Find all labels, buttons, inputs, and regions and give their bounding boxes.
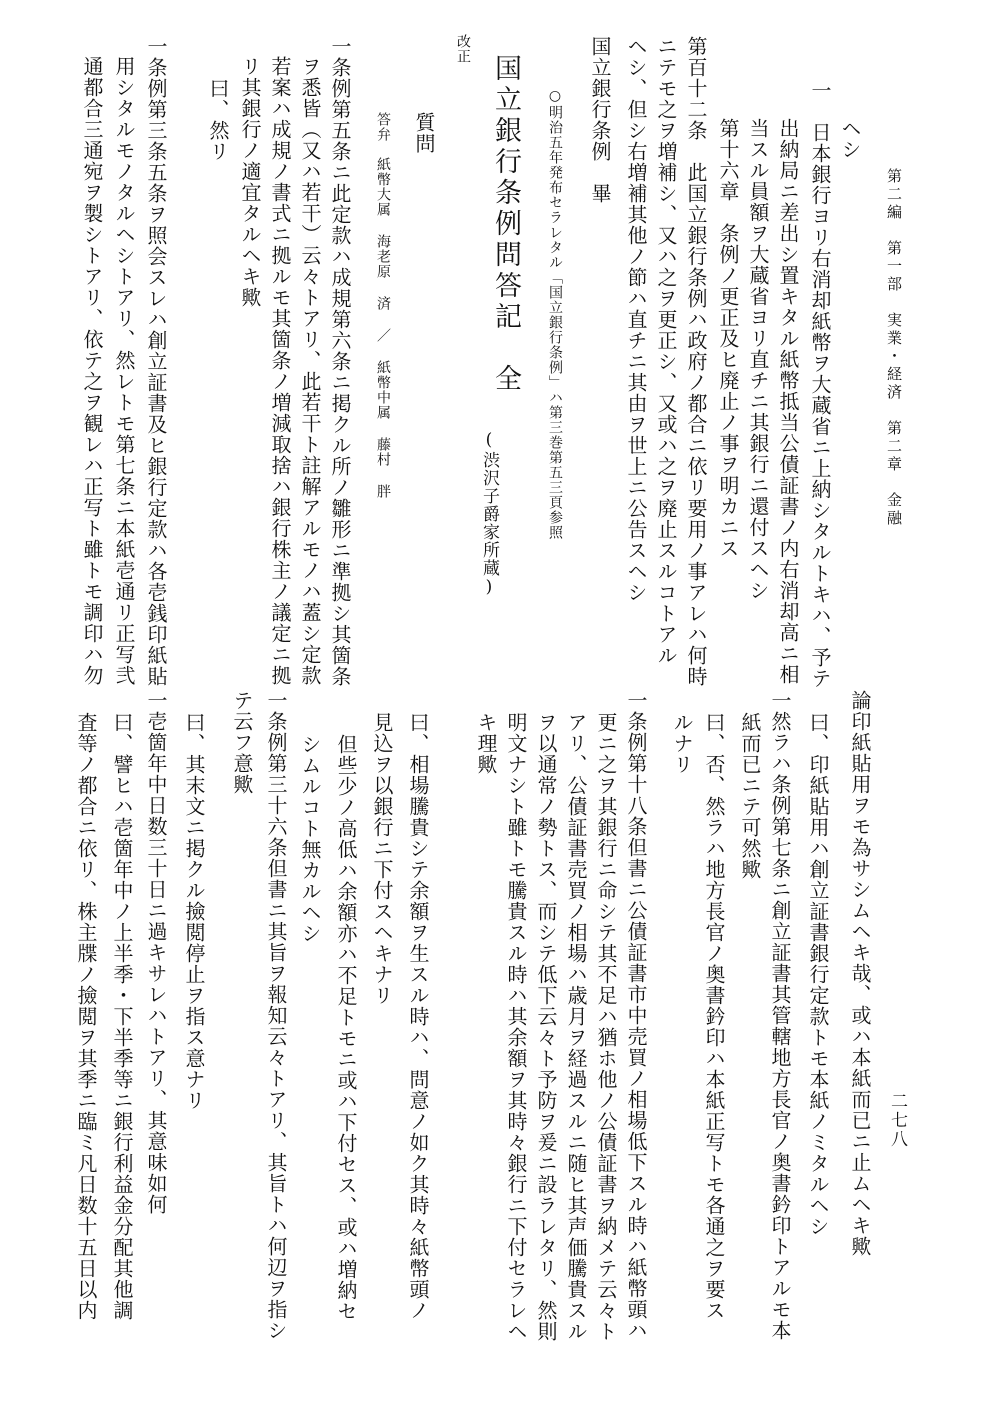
text-column: 紙而已ニテ可然歟 — [738, 712, 762, 880]
source-note: (渋沢子爵家所蔵) — [479, 430, 499, 598]
text-column: テ云フ意歟 — [230, 690, 254, 795]
text-column: 一条例第五条ニ此定款ハ成規第六条ニ掲クル所ノ雛形ニ準拠シ其箇条 — [328, 36, 352, 687]
text-column: 用シタルモノタルヘシトアリ、然レトモ第七条ニ本紙壱通リ正写弐 — [112, 56, 136, 686]
text-column: 通都合三通宛ヲ製シトアリ、依テ之ヲ観レハ正写ト雖トモ調印ハ勿 — [80, 56, 104, 686]
answerer-line: 答弁 紙幣大属 海老原 済 ／ 紙幣中属 藤村 胖 — [375, 112, 391, 499]
text-column: 一条例第十八条但書ニ公債証書市中売買ノ相場低下スル時ハ紙幣頭ハ — [624, 690, 648, 1341]
text-column: 若案ハ成規ノ書式ニ拠ルモ其箇条ノ増減取捨ハ銀行株主ノ議定ニ拠 — [268, 56, 292, 686]
title-prefix: 改正 — [455, 34, 471, 64]
text-column: 但些少ノ高低ハ余額亦ハ不足トモニ或ハ下付セス、或ハ増納セ — [334, 734, 358, 1322]
text-column: アリ、公債証書売買ノ相場ハ歳月ヲ経過スルニ随ヒ其声価騰貴スル — [564, 712, 588, 1342]
text-column: 明文ナシト雖トモ騰貴スル時ハ其余額ヲ其時々銀行ニ下付セラレヘ — [504, 712, 528, 1342]
text-column: 一条例第三条五条ヲ照会スレハ創立証書及ヒ銀行定款ハ各壱銭印紙貼 — [144, 36, 168, 687]
text-column: 第百十二条 此国立銀行条例ハ政府ノ都合ニ依リ要用ノ事アレハ何時 — [684, 36, 708, 687]
text-column: 見込ヲ以銀行ニ下付スヘキナリ — [370, 712, 394, 1006]
question-label: 質問 — [412, 112, 436, 154]
text-column: 更ニ之ヲ其銀行ニ命シテ其不足ハ猶ホ他ノ公債証書ヲ納メテ云々ト — [594, 712, 618, 1342]
text-column: ヘシ、但シ右増補其他ノ節ハ直チニ其由ヲ世上ニ公告スヘシ — [624, 36, 648, 603]
text-column: 曰、否、然ラハ地方長官ノ奥書鈐印ハ本紙正写トモ各通之ヲ要ス — [702, 712, 726, 1321]
text-column: 国立銀行条例 畢 — [588, 36, 612, 204]
text-column: 曰、譬ヒハ壱箇年中ノ上半季・下半季等ニ銀行利益金分配其他調 — [110, 712, 134, 1321]
text-column: 査等ノ都合ニ依リ、株主牒ノ撿閲ヲ其季ニ臨ミ凡日数十五日以内 — [74, 712, 98, 1321]
text-column: 曰、然リ — [206, 78, 230, 162]
text-column: ヲ以通常ノ勢トス、而シテ低下云々ト予防ヲ爰ニ設ラレタリ、然則 — [534, 712, 558, 1342]
document-title: 国立銀行条例問答記 全 — [490, 54, 521, 395]
chapter-heading: 第十六章 条例ノ更正及ヒ廃止ノ事ヲ明カニス — [716, 118, 740, 559]
text-column: 曰、相場騰貴シテ余額ヲ生スル時ハ、問意ノ如ク其時々紙幣頭ノ — [406, 712, 430, 1321]
text-column: ニテモ之ヲ増補シ、又ハ之ヲ更正シ、又或ハ之ヲ廃止スルコトアル — [654, 36, 678, 666]
text-column: ヲ悉皆（又ハ若干）云々トアリ、此若干ト註解アルモノハ蓋シ定款 — [298, 56, 322, 686]
text-column: シムルコト無カルヘシ — [298, 734, 322, 944]
page-number: 二七八 — [887, 1092, 907, 1149]
text-column: 一条例第三十六条但書ニ其旨ヲ報知云々トアリ、其旨トハ何辺ヲ指シ — [264, 690, 288, 1341]
text-column: 論印紙貼用ヲモ為サシムヘキ哉、或ハ本紙而已ニ止ムヘキ歟 — [848, 690, 872, 1257]
text-column: 曰、其末文ニ掲クル撿閲停止ヲ指ス意ナリ — [182, 712, 206, 1111]
text-column: 曰、印紙貼用ハ創立証書銀行定款トモ本紙ノミタルヘシ — [806, 712, 830, 1237]
text-column: キ理歟 — [474, 712, 498, 775]
text-column: 当スル員額ヲ大蔵省ヨリ直チニ其銀行ニ還付スヘシ — [746, 118, 770, 601]
text-column: 一壱箇年中日数三十日ニ過キサレハトアリ、其意味如何 — [144, 690, 168, 1215]
editorial-note: ○明治五年発布セラレタル「国立銀行条例」ハ第三巻第五三頁参照 — [547, 88, 563, 540]
text-column: 出納局ニ差出シ置キタル紙幣抵当公債証書ノ内右消却高ニ相 — [776, 118, 800, 685]
text-column: 一然ラハ条例第七条ニ創立証書其管轄地方長官ノ奥書鈐印トアルモ本 — [768, 690, 792, 1341]
running-header: 第二編 第一部 実業・経済 第二章 金融 — [885, 168, 903, 528]
text-column: ヘシ — [838, 118, 862, 160]
text-column: 一 日本銀行ヨリ右消却紙幣ヲ大蔵省ニ上納シタルトキハ、予テ — [808, 80, 832, 689]
text-column: ルナリ — [670, 712, 694, 775]
text-column: リ其銀行ノ適宜タルヘキ歟 — [238, 56, 262, 308]
